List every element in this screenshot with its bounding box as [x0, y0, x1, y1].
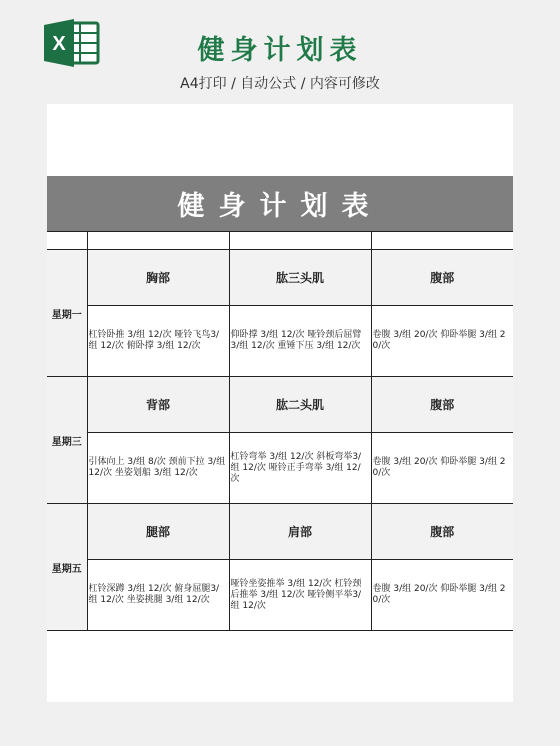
exercise-cell: 仰卧撑 3/组 12/次 哑铃颈后屈臂3/组 12/次 重锤下压 3/组 12/次 — [229, 306, 371, 377]
plan-table — [47, 231, 513, 631]
top-header — [0, 0, 560, 100]
muscle-group-cell: 肩部 — [229, 504, 371, 560]
exercise-cell: 杠铃卧推 3/组 12/次 哑铃飞鸟3/组 12/次 俯卧撑 3/组 12/次 — [87, 306, 229, 377]
muscle-group-cell: 腹部 — [371, 250, 513, 306]
spreadsheet-page — [47, 104, 513, 702]
exercise-cell: 杠铃深蹲 3/组 12/次 俯身屈腿3/组 12/次 坐姿挑腿 3/组 12/次 — [87, 560, 229, 631]
muscle-group-cell: 腹部 — [371, 504, 513, 560]
muscle-group-cell: 肱三头肌 — [229, 250, 371, 306]
muscle-group-cell: 肱二头肌 — [229, 377, 371, 433]
exercise-cell: 引体向上 3/组 8/次 颈前下拉 3/组 12/次 坐姿划船 3/组 12/次 — [87, 433, 229, 504]
muscle-group-cell: 腿部 — [87, 504, 229, 560]
table-row — [47, 377, 513, 433]
table-row — [47, 433, 513, 504]
exercise-cell: 卷腹 3/组 20/次 仰卧举腿 3/组 20/次 — [371, 433, 513, 504]
day-label: 星期一 — [47, 250, 87, 377]
muscle-group-cell: 胸部 — [87, 250, 229, 306]
day-label: 星期三 — [47, 377, 87, 504]
table-row — [47, 306, 513, 377]
exercise-cell: 杠铃弯举 3/组 12/次 斜板弯举3/组 12/次 哑铃正手弯举 3/组 12/次 — [229, 433, 371, 504]
sheet-banner: 健身计划表 — [47, 176, 513, 231]
muscle-group-cell: 背部 — [87, 377, 229, 433]
page-title: 健身计划表 — [197, 35, 363, 66]
exercise-cell: 哑铃坐姿推举 3/组 12/次 杠铃颈后推举 3/组 12/次 哑铃侧平举3/组 12/次 — [229, 560, 371, 631]
day-label: 星期五 — [47, 504, 87, 631]
muscle-group-cell: 腹部 — [371, 377, 513, 433]
table-row — [47, 504, 513, 560]
exercise-cell: 卷腹 3/组 20/次 仰卧举腿 3/组 20/次 — [371, 306, 513, 377]
spacer-row — [47, 232, 513, 250]
svg-text:X: X — [52, 33, 66, 55]
subtitle: A4打印 / 自动公式 / 内容可修改 — [180, 76, 380, 92]
table-row — [47, 250, 513, 306]
exercise-cell: 卷腹 3/组 20/次 仰卧举腿 3/组 20/次 — [371, 560, 513, 631]
table-row — [47, 560, 513, 631]
